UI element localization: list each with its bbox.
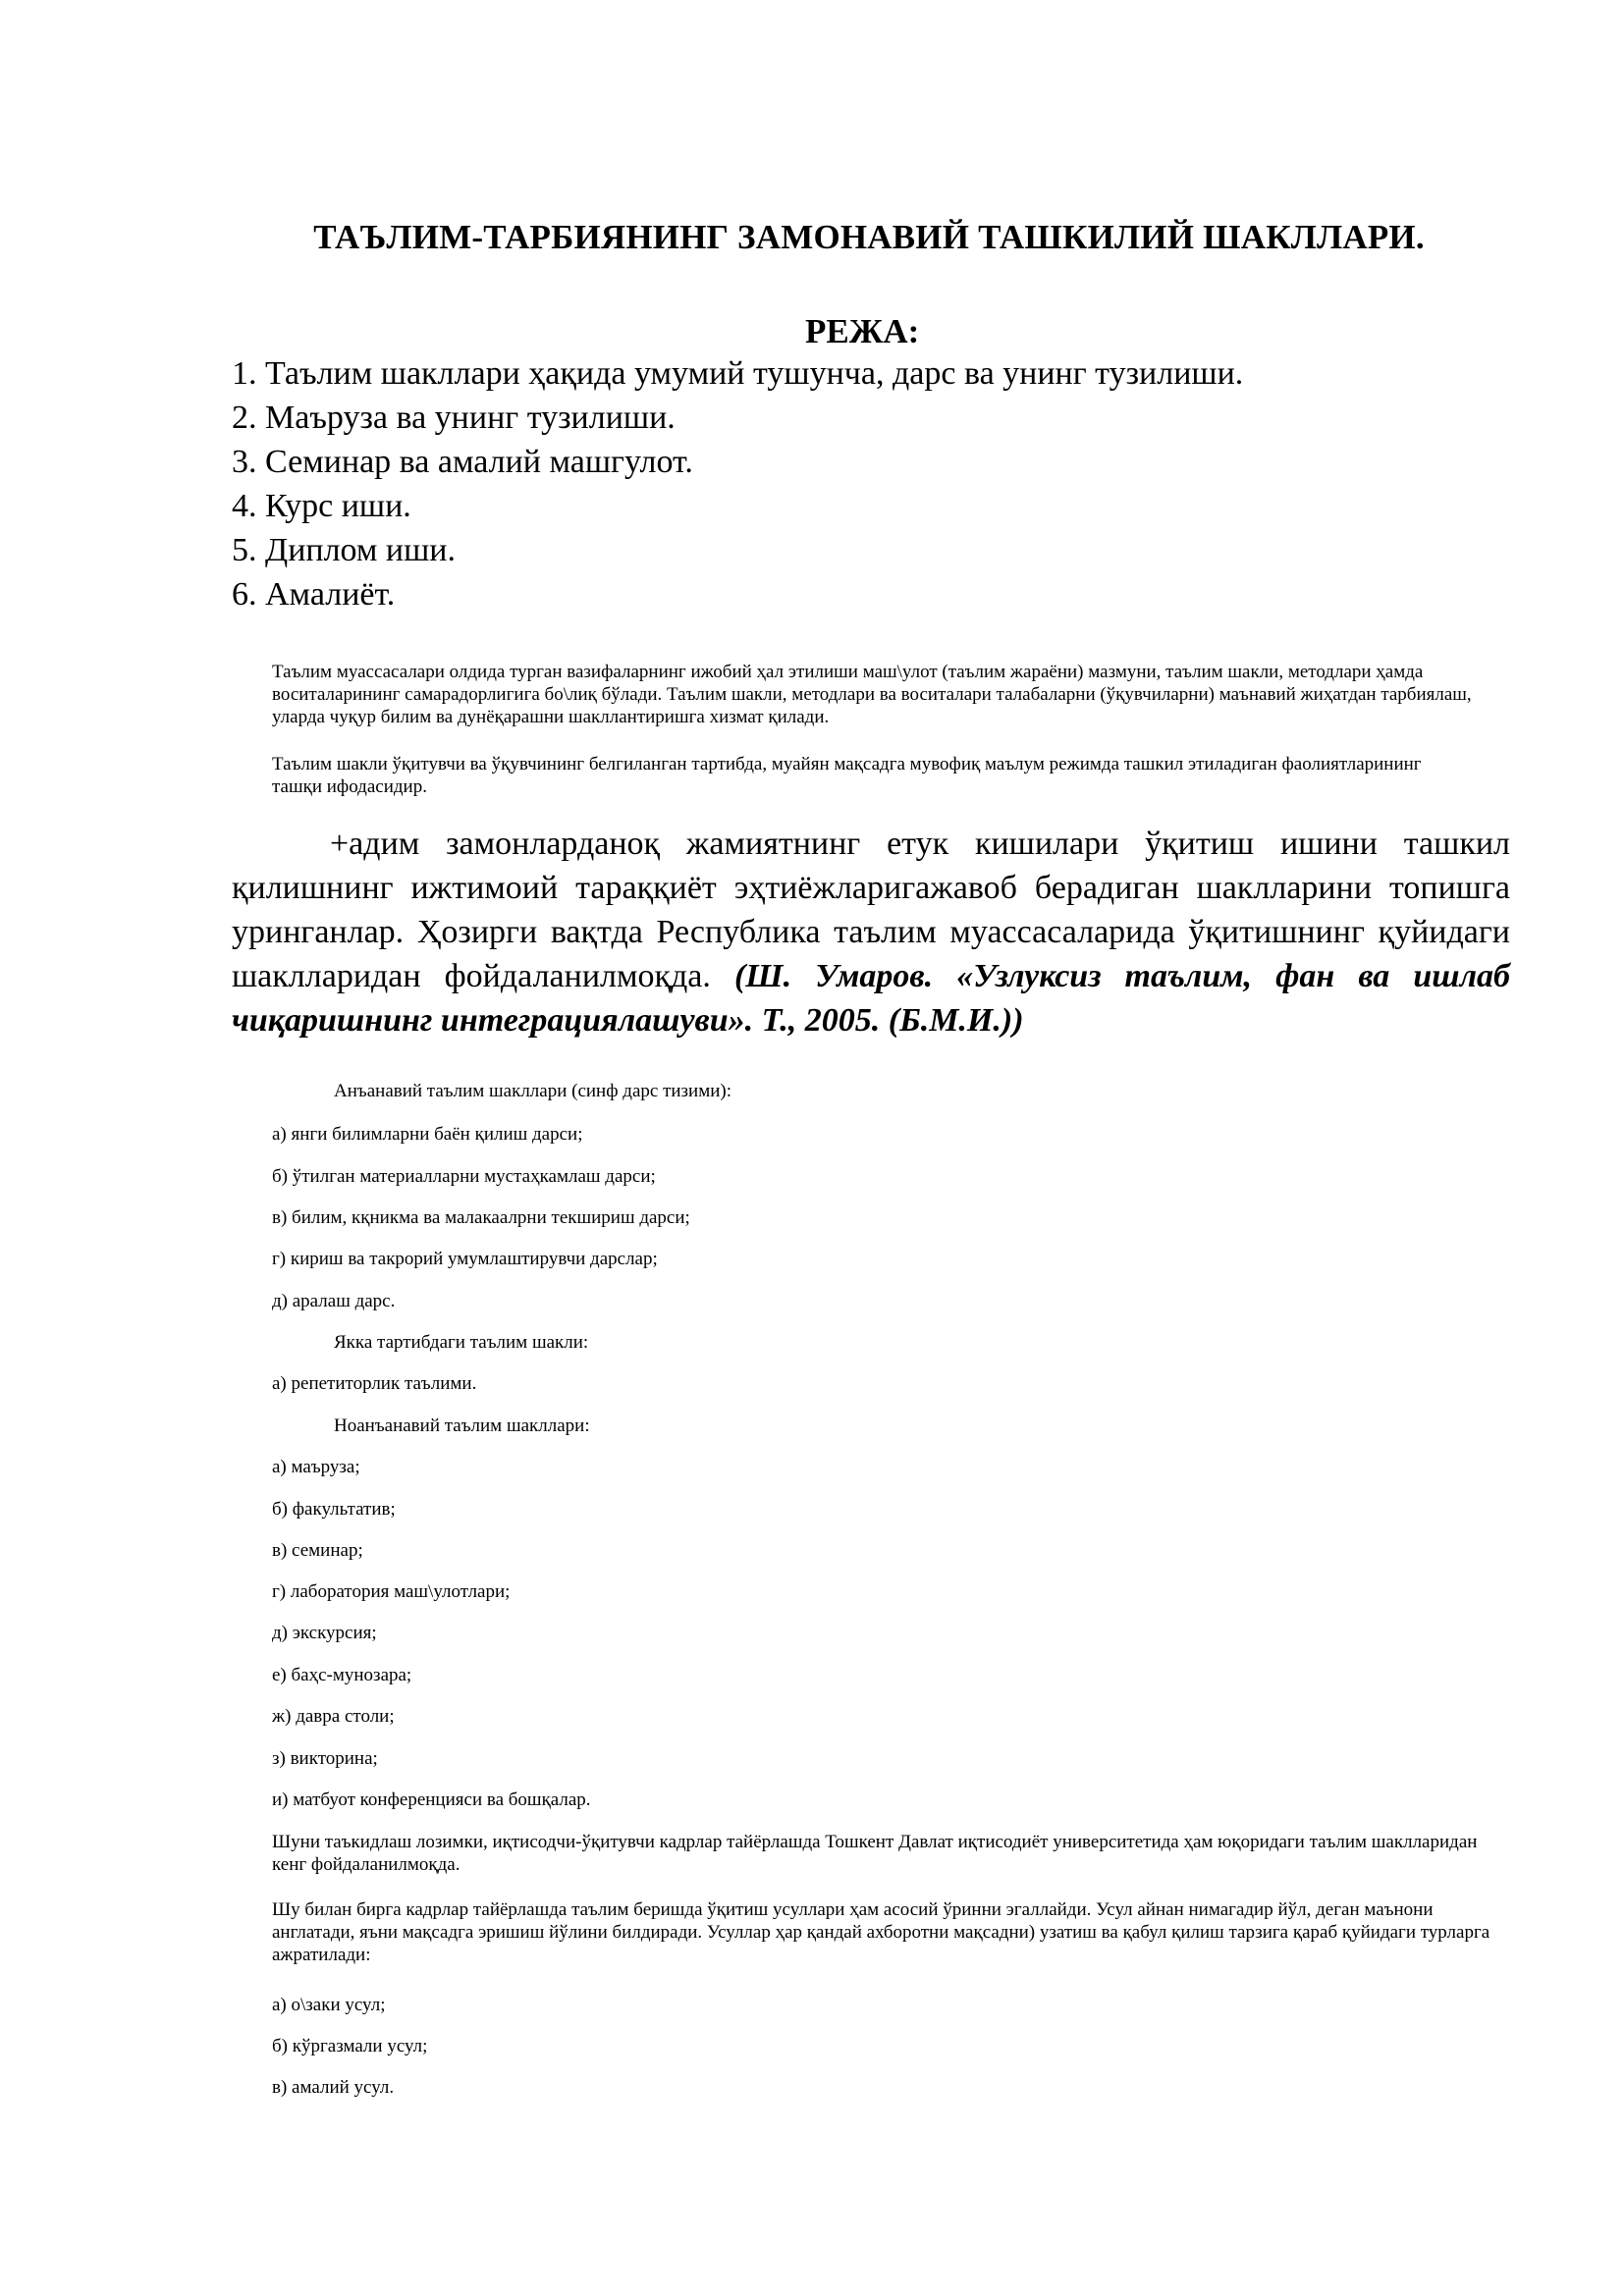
list-item: а) о\заки усул; [272,1995,386,2015]
list-item: в) амалий усул. [272,2077,395,2098]
section-heading-traditional: Анъанавий таълим шакллари (синф дарс тизими): [334,1081,732,1101]
plan-item: 3. Семинар ва амалий машгулот. [232,444,693,480]
section-heading-nontraditional: Ноанъанавий таълим шакллари: [334,1415,590,1436]
intro-paragraph: Таълим муассасалари олдида турган вазифаларнинг ижобий ҳал этилиши маш\улот (таълим жараёни) мазмуни, таълим шакли, методлари ҳамда воситаларининг самарадорлигига бо\лиқ бўлади. Таълим шакли, методлари ва воситалари талабаларни (ўқувчиларни) маънавий жиҳатдан тарбиялаш, уларда чуқур билим ва дунёқарашни шакллантиришга хизмат қилади. [272,662,1472,727]
main-paragraph-text: +адим замонларданоқ жамиятнинг етук кишилари ўқитиш ишини ташкил қилишнинг ижтимоий тараққиёт эҳтиёжларигажавоб берадиган шаклларини топишга уринганлар. Ҳозирги вақтда Республика таълим муассасаларида ўқитишнинг қуйидаги шаклларидан фойдаланилмоқда. [232,826,1510,994]
list-item: б) факультатив; [272,1499,396,1520]
plan-item: 6. Амалиёт. [232,576,396,613]
list-item: а) маъруза; [272,1457,360,1477]
plan-item: 5. Диплом иши. [232,532,456,568]
main-paragraph [232,822,1510,1042]
list-item: в) билим, кқникма ва малакаалрни текшириш дарси; [272,1207,690,1228]
plan-item: 1. Таълим шакллари ҳақида умумий тушунча, дарс ва унинг тузилиши. [232,355,1244,392]
list-item: г) лаборатория маш\улотлари; [272,1581,511,1602]
methods-paragraph: Шу билан бирга кадрлар тайёрлашда таълим беришда ўқитиш усуллари ҳам асосий ўринни эгаллайди. Усул айнан нимагадир йўл, деган маънони англатади, яъни мақсадга эришиш йўлини билдиради. Усуллар ҳар қандай ахборотни мақсадни) узатиш ва қабул қилиш тарзига қараб қуйидаги турларга ажратилади: [272,1899,1490,1965]
list-item: в) семинар; [272,1540,363,1561]
plan-heading: РЕЖА: [805,312,920,350]
citation: (Ш. Умаров. «Узлуксиз таълим, фан ва ишлаб чиқаришнинг интеграциялашуви». Т., 2005. (Б.М.И.)) [232,958,1510,1039]
document-title: ТАЪЛИМ-ТАРБИЯНИНГ ЗАМОНАВИЙ ТАШКИЛИЙ ШАКЛЛАРИ. [313,218,1425,256]
list-item: б) ўтилган материалларни мустаҳкамлаш дарси; [272,1166,656,1187]
plan-list [232,351,1243,616]
list-item: г) кириш ва такрорий умумлаштирувчи дарслар; [272,1249,658,1269]
list-item: д) экскурсия; [272,1623,377,1643]
definition-paragraph: Таълим шакли ўқитувчи ва ўқувчининг белгиланган тартибда, муайян мақсадга мувофиқ маълум режимда ташкил этиладиган фаолиятларининг ташқи ифодасидир. [272,754,1422,797]
list-item: е) баҳс-мунозара; [272,1665,412,1685]
list-item: ж) давра столи; [272,1706,395,1727]
tsue-paragraph: Шуни таъкидлаш лозимки, иқтисодчи-ўқитувчи кадрлар тайёрлашда Тошкент Давлат иқтисодиёт университетида ҳам юқоридаги таълим шаклларидан кенг фойдаланилмоқда. [272,1832,1478,1875]
list-item: б) кўргазмали усул; [272,2036,428,2056]
list-item: и) матбуот конференцияси ва бошқалар. [272,1789,591,1810]
list-item: а) янги билимларни баён қилиш дарси; [272,1124,583,1145]
list-item: з) викторина; [272,1748,378,1769]
section-heading-individual: Якка тартибдаги таълим шакли: [334,1332,589,1353]
plan-item: 4. Курс иши. [232,488,411,524]
list-item: а) репетиторлик таълими. [272,1373,477,1394]
list-item: д) аралаш дарс. [272,1291,396,1311]
plan-item: 2. Маъруза ва унинг тузилиши. [232,400,676,436]
